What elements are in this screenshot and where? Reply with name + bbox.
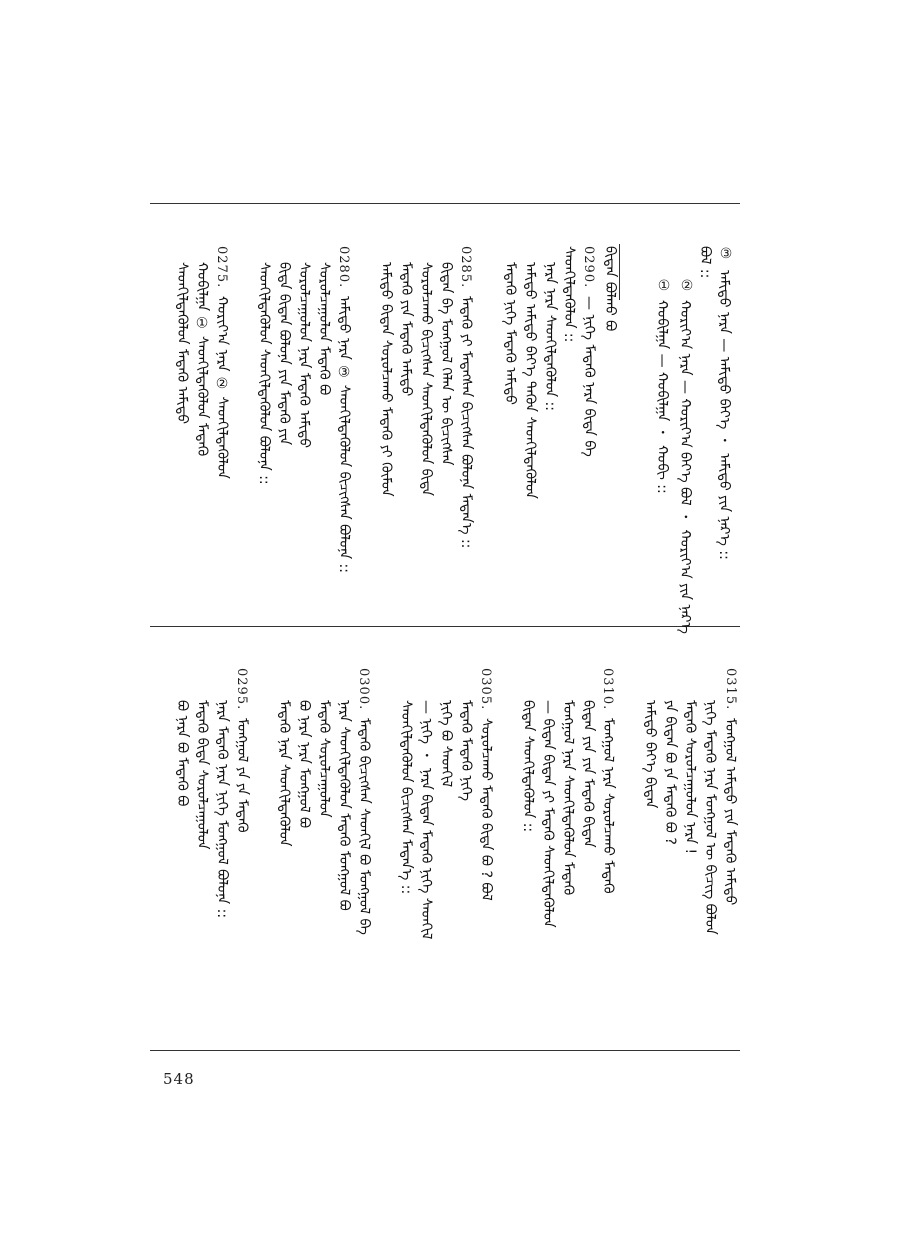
verse-line: ᠨᠡᠷᠡ ᠮᠡᠳᠡᠬᠦ ᠨᠡᠷᠡ ᠨᠢᠭᠡ ᠮᠣᠩᠭᠣᠯ ᠪᠣᠯᠤᠨᠠ :: (214, 700, 230, 919)
verse-line: ᠮᠣᠩᠭᠣᠯ ᠨᠡᠷᠡ ᠰᠤᠷᠤᠯᠴᠠᠬᠤ ᠮᠡᠳᠡᠬᠦ (600, 718, 616, 894)
footnote-text: ᠬᠤᠷᠢᠶ᠎ᠠ ᠨᠡᠷᠡ — ᠬᠤᠷᠢᠶ᠎ᠠ ᠪᠡᠶ᠎ᠡ ᠪᠣᠯ ・ ᠬᠤᠷᠢᠶ᠎ᠠ ᠶᠢᠨ ᠨᠡᠷ᠎ᠡ (677, 300, 693, 634)
verse-line: ᠠᠮᠢᠳᠤ ᠨᠡᠷᠡ ③ ᠰᠡᠳᠬᠢᠯᠳᠡᠭᠦᠯᠦᠨ ᠪᠢᠴᠢᠭᠰᠡᠨ ᠪᠣᠯᠤᠨᠠ :: (336, 296, 352, 573)
verse-line: ᠪᠢᠳᠡᠨ ᠰᠡᠳᠬᠢᠯᠳᠡᠭᠦᠯᠦᠨ :: (520, 700, 536, 833)
verse-line: ᠰᠡᠳᠬᠢᠯᠳᠡᠭᠦᠯᠦᠨ ᠰᠡᠳᠬᠢᠯᠳᠡᠭᠦᠯᠦᠨ ᠪᠣᠯᠤᠨᠠ :: (256, 262, 272, 485)
verse-number: 0290. (581, 246, 596, 289)
verse-line: ᠰᠡᠳᠬᠢᠯᠳᠡᠭᠦᠯᠦᠨ ᠪᠢᠴᠢᠭᠰᠡᠨ ᠮᠡᠳᠡᠨ᠎ᠡ :: (398, 700, 414, 895)
verse-line: ᠬᠤᠪᠢᠯᠭᠠ ① ᠰᠡᠳᠬᠢᠯᠳᠡᠭᠦᠯᠦᠨ ᠮᠡᠳᠡᠬᠦ (194, 262, 210, 457)
footnote-marker-1: ① (656, 278, 672, 294)
verse-line: ᠠᠮᠢᠳᠤ ᠪᠢᠳᠡᠨ ᠰᠤᠷᠤᠯᠴᠠᠬᠤ ᠮᠡᠳᠡᠬᠦ ᠶᠢ ᠬᠦᠮᠦᠨ (378, 262, 394, 497)
verse-line: ᠠᠮᠢᠳᠤ ᠪᠡᠶ᠎ᠡ ᠪᠢᠳᠡᠨ (642, 700, 658, 809)
verse-line: ᠮᠡᠳᠡᠬᠦ ᠶᠢ ᠮᠡᠳᠡᠭᠰᠡᠨ ᠪᠢᠴᠢᠭᠰᠡᠨ ᠪᠣᠯᠤᠨᠠ ᠮᠡᠳᠡᠨ᠎ᠡ :: (458, 296, 474, 549)
verse-number: 0310. (600, 668, 615, 711)
verse-number: 0315. (723, 668, 738, 711)
verse-number: 0305. (478, 668, 493, 711)
verse-line: ᠠᠮᠢᠳᠤ ᠠᠮᠢᠳᠤ ᠪᠡᠶ᠎ᠡ ᠲᠡᠭᠦᠨ ᠰᠡᠳᠬᠢᠯᠳᠡᠭᠦᠯᠦᠨ (522, 262, 538, 499)
verse-line: ᠬᠤᠷᠢᠶ᠎ᠠ ᠨᠡᠷᠡ ② ᠰᠡᠳᠬᠢᠯᠳᠡᠭᠦᠯᠦᠨ (214, 296, 230, 479)
verse-line: ᠪᠤ ᠨᠡᠷᠡ ᠪᠤ ᠮᠡᠳᠡᠬᠦ ᠪᠤ (174, 700, 190, 807)
verse-line: ᠪᠢᠳᠡ ᠪᠢᠳᠡᠨ ᠪᠣᠯᠤᠨᠠ ᠶᠢᠨ ᠮᠡᠳᠡᠬᠦ ᠶᠢᠨ (276, 262, 292, 446)
verse-line: — ᠨᠢᠭᠡ ・ ᠨᠡᠷᠡ ᠪᠢᠳᠡᠨ ᠮᠡᠳᠡᠬᠦ ᠨᠢᠭᠡ ᠰᠡᠳᠬᠢᠯ (418, 700, 434, 940)
verse-line: ᠰᠤᠷᠤᠯᠴᠠᠬᠤ ᠮᠡᠳᠡᠬᠦ ᠪᠢᠳᠡ ᠪᠤ ? ᠪᠣᠯ (478, 718, 494, 901)
verse-line: ᠨᠢᠭᠡ ᠪᠤ ᠰᠡᠳᠬᠢᠯ (438, 700, 454, 788)
verse-line: ᠰᠤᠷᠤᠯᠴᠠᠬᠤ ᠪᠢᠴᠢᠭᠰᠡᠨ ᠰᠡᠳᠬᠢᠯᠳᠡᠭᠦᠯᠦᠨ ᠪᠢᠳᠡ (418, 262, 434, 497)
verse-line: — ᠪᠢᠳᠡᠨ ᠪᠢᠳᠡᠨ ᠶᠢ ᠮᠡᠳᠡᠬᠦ ᠰᠡᠳᠬᠢᠯᠳᠡᠭᠦᠯᠦᠨ (540, 700, 556, 928)
verse-line: ᠪᠤ ᠨᠡᠷᠡ ᠨᠡᠷᠡ ᠮᠣᠩᠭᠣᠯ ᠪᠤ (296, 700, 312, 829)
footnote-text: ᠠᠮᠢᠳᠤ ᠨᠡᠷᠡ — ᠠᠮᠢᠳᠤ ᠪᠡᠶ᠎ᠡ ・ ᠠᠮᠢᠳᠤ ᠶᠢᠨ ᠨᠡᠷ᠎ᠡ :: (716, 270, 732, 560)
verse-line: ᠮᠣᠩᠭᠣᠯ ᠶᠠ ᠶᠠ ᠮᠡᠳᠡᠬᠦ (234, 718, 250, 833)
top-rule (150, 203, 740, 204)
verse-line: ᠪᠢᠳᠡᠨ ᠪᠡ ᠮᠣᠩᠭᠣᠯ ᠬᠡᠯᠡᠨ ᠦ ᠪᠢᠴᠢᠭᠰᠡᠨ (438, 262, 454, 466)
verse-line: ᠮᠡᠳᠡᠬᠦ ᠪᠢᠴᠢᠭᠰᠡᠨ ᠰᠡᠳᠬᠢᠯ ᠪᠤ ᠮᠣᠩᠭᠣᠯ ᠪᠠ (356, 718, 372, 935)
verse-line: ᠰᠡᠳᠬᠢᠯᠳᠡᠭᠦᠯᠦᠨ ᠮᠡᠳᠡᠬᠦ ᠠᠮᠢᠳᠤ (174, 262, 190, 425)
verse-line: ᠮᠡᠳᠡᠬᠦ ᠰᠤᠷᠤᠯᠴᠠᠭᠤᠯᠤᠨ (316, 700, 332, 818)
verse-line: ᠰᠤᠷᠤᠯᠴᠠᠭᠤᠯᠤᠨ ᠮᠡᠳᠡᠬᠦ ᠪᠤ (316, 262, 332, 396)
middle-rule (150, 626, 740, 627)
verse-line: ᠮᠡᠳᠡᠬᠦ ᠪᠢᠳᠡ ᠰᠤᠷᠤᠯᠴᠠᠭᠤᠯᠤᠨ (194, 700, 210, 850)
verse-line: ᠮᠡᠳᠡᠬᠦ ᠰᠤᠷᠤᠯᠴᠠᠭᠤᠯᠤᠨ ᠨᠡᠷᠡ ! (682, 700, 698, 855)
verse-line: ᠮᠡᠳᠡᠬᠦ ᠮᠡᠳᠡᠬᠦ ᠨᠢᠭᠡ (458, 700, 474, 801)
verse-number: 0275. (214, 246, 229, 289)
verse-line: ᠮᠡᠳᠡᠬᠦ ᠨᠢᠭᠡ ᠮᠡᠳᠡᠬᠦ ᠠᠮᠢᠳᠤ (502, 262, 518, 405)
verse-line: ᠮᠣᠩᠭᠣᠯ ᠨᠡᠷᠡ ᠰᠡᠳᠬᠢᠯᠳᠡᠭᠦᠯᠦᠨ ᠮᠡᠳᠡᠬᠦ (560, 700, 576, 896)
verse-line: ᠮᠡᠳᠡᠬᠦ ᠶᠢᠨ ᠮᠡᠳᠡᠬᠦ ᠠᠮᠢᠳᠤ (398, 262, 414, 397)
verse-line: ᠨᠡᠷᠡ ᠰᠡᠳᠬᠢᠯᠳᠡᠭᠦᠯᠦᠨ ᠮᠡᠳᠡᠬᠦ ᠮᠣᠩᠭᠣᠯ ᠪᠤ (336, 700, 352, 911)
footnote-text: ᠪᠣᠯ :: (697, 246, 713, 279)
verse-line: ᠶᠠ ᠪᠢᠳᠡᠨ ᠪᠤ ᠶᠠ ᠮᠡᠳᠡᠬᠦ ᠪᠤ ? (662, 700, 678, 845)
verse-number: 0280. (336, 246, 351, 289)
verse-line: ᠮᠣᠩᠭᠣᠯ ᠠᠮᠢᠳᠤ ᠶᠢᠨ ᠮᠡᠳᠡᠬᠦ ᠠᠮᠢᠳᠤ (722, 718, 738, 906)
verse-line: ᠮᠡᠳᠡᠬᠦ ᠨᠡᠷᠡ ᠰᠡᠳᠬᠢᠯᠳᠡᠭᠦᠯᠦᠨ (276, 700, 292, 847)
verse-line: ᠨᠢᠭᠡ ᠮᠡᠳᠡᠬᠦ ᠨᠡᠷᠡ ᠮᠣᠩᠭᠣᠯ ᠦ ᠪᠢᠴᠢᠭ ᠪᠣᠯᠤᠨ (702, 700, 718, 935)
footnote-marker-3: ③ (718, 246, 734, 262)
footnote-marker-2: ② (679, 278, 695, 294)
verse-line: ᠰᠡᠳᠬᠢᠯᠳᠡᠭᠦᠯᠦᠨ :: (561, 246, 577, 343)
bottom-rule (150, 1050, 740, 1051)
verse-line: ᠪᠢᠳᠡᠨ ᠶᠢᠨ ᠶᠢᠨ ᠮᠡᠳᠡᠬᠦ ᠪᠢᠳᠡᠨ (580, 700, 596, 848)
verse-number: 0295. (234, 668, 249, 711)
page-number: 548 (163, 1070, 195, 1088)
verse-number: 0300. (356, 668, 371, 711)
verse-line: ᠨᠡᠷᠡ ᠨᠡᠷᠡ ᠰᠡᠳᠬᠢᠯᠳᠡᠭᠦᠯᠦᠨ :: (542, 262, 558, 411)
verse-line: — ᠨᠢᠭᠡ ᠮᠡᠳᠡᠬᠦ ᠨᠡᠷᠡ ᠪᠢᠳᠡ ᠪᠠ (581, 296, 597, 457)
footnote-text: ᠬᠤᠪᠢᠯᠭᠠ — ᠬᠤᠪᠢᠯᠭᠠ ・ ᠬᠤᠪᠢ :: (654, 300, 670, 494)
verse-line: ᠰᠤᠷᠤᠯᠴᠠᠭᠤᠯᠤᠨ ᠨᠡᠷᠡ ᠮᠡᠳᠡᠬᠦ ᠠᠮᠢᠳᠤ (296, 262, 312, 448)
verse-line: ᠪᠢᠳᠡᠨ ᠪᠤᠯᠬᠤ ᠪᠤ (602, 246, 618, 332)
verse-number: 0285. (458, 246, 473, 289)
